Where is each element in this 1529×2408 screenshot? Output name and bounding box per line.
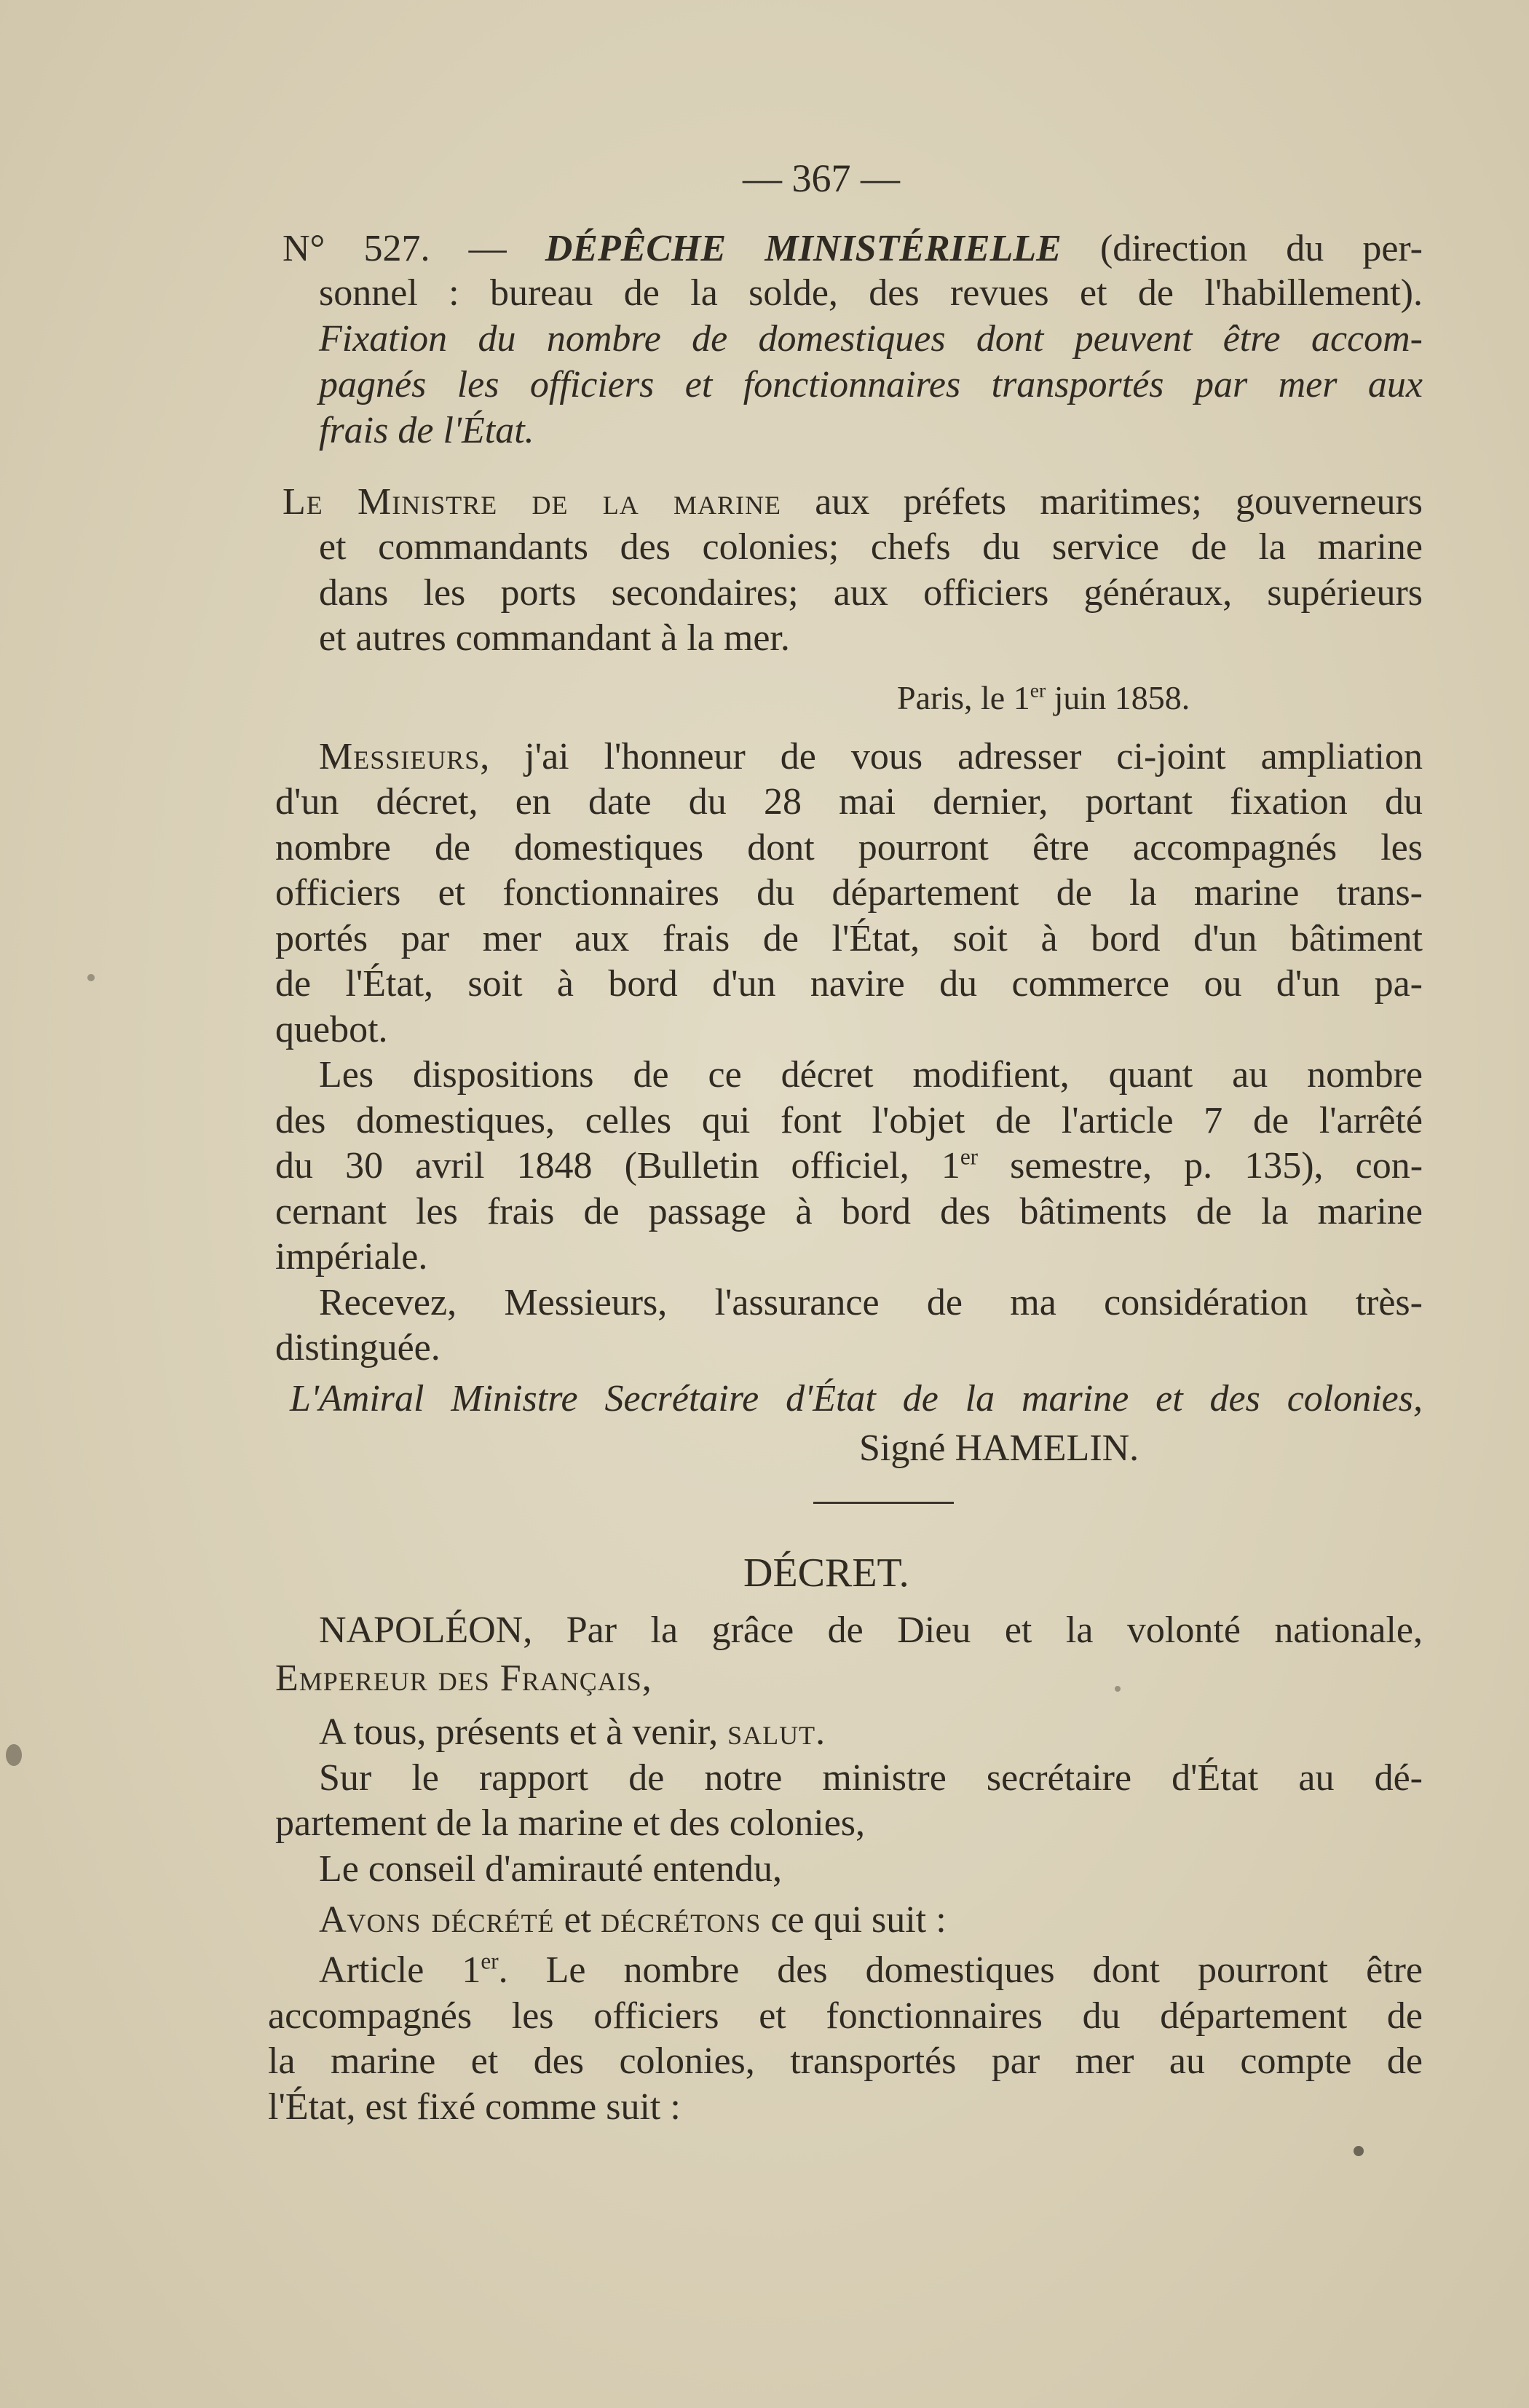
decree-report-line-2: partement de la marine et des colonies,: [275, 1802, 866, 1844]
address-from: Le Ministre de la marine: [283, 481, 781, 523]
letter-p1-line-6: de l'État, soit à bord d'un navire du commerce ou d'un pa-: [275, 963, 1423, 1005]
dispatch-direction-cont: sonnel : bureau de la solde, des revues et de l'habillement).: [319, 272, 1423, 314]
decree-article-line-4: l'État, est fixé comme suit :: [268, 2086, 681, 2128]
address-line-3: dans les ports secondaires; aux officiers généraux, supérieurs: [319, 572, 1423, 614]
paper-speck: [1354, 2146, 1364, 2156]
dispatch-direction: (direction du per-: [1099, 228, 1423, 269]
letter-p1-line-7: quebot.: [275, 1009, 388, 1050]
decree-napoleon: NAPOLÉON: [319, 1609, 524, 1651]
decree-council: Le conseil d'amirauté entendu,: [319, 1848, 783, 1890]
address-line-4: et autres commandant à la mer.: [319, 617, 790, 659]
decree-article-a: Article 1: [319, 1949, 481, 1991]
decree-avons: Avons décrété: [319, 1899, 555, 1941]
decree-salut: salut: [727, 1711, 816, 1753]
letter-p2-line-3b: semestre, p. 135), con-: [978, 1145, 1423, 1187]
paper-speck: [6, 1744, 22, 1766]
letter-p2-line-5: impériale.: [275, 1236, 428, 1278]
letter-p3-line-1: Recevez, Messieurs, l'assurance de ma considération très-: [319, 1282, 1423, 1323]
decree-article-b: . Le nombre des domestiques dont pourront être: [498, 1949, 1423, 1991]
letter-p2-sup: er: [960, 1144, 979, 1170]
dispatch-subject-line-3: frais de l'État.: [319, 410, 534, 451]
paper-speck: [87, 974, 95, 981]
decree-heading: DÉCRET.: [743, 1550, 909, 1596]
date-place: Paris, le 1: [897, 679, 1030, 716]
section-divider: [813, 1502, 954, 1504]
address-to: aux préfets maritimes; gouverneurs: [815, 481, 1423, 523]
decree-ce-qui-suit: ce qui suit :: [761, 1899, 947, 1941]
letter-p1-line-2: d'un décret, en date du 28 mai dernier, portant fixation du: [275, 781, 1423, 823]
salutation: Messieurs: [319, 736, 481, 777]
letter-p1-line-1: [319, 738, 1423, 776]
decree-decretons: décrétons: [601, 1899, 762, 1941]
page-number: — 367 —: [743, 157, 900, 200]
decree-avons-line: [319, 1901, 947, 1939]
decree-napoleon-line: [319, 1609, 1423, 1651]
decree-report-line-1: Sur le rapport de notre ministre secrétaire d'État au dé-: [319, 1757, 1423, 1799]
dispatch-header: [283, 230, 1423, 268]
paper-speck: [1115, 1686, 1121, 1692]
dispatch-dash: —: [468, 228, 507, 269]
decree-all: A tous, présents et à venir,: [319, 1711, 719, 1753]
letter-p3-line-2: distinguée.: [275, 1327, 440, 1369]
decree-emperor: Empereur des Français: [275, 1658, 642, 1699]
decree-et: et: [554, 1899, 601, 1941]
dispatch-subject-line-1: Fixation du nombre de domestiques dont peuvent être accom-: [319, 318, 1423, 360]
dispatch-subject-line-2: pagnés les officiers et fonctionnaires transportés par mer aux: [319, 364, 1423, 405]
date-sup: er: [1030, 678, 1046, 702]
letter-date: [897, 678, 1190, 716]
decree-article-line-3: la marine et des colonies, transportés par mer au compte de: [268, 2040, 1423, 2082]
decree-article-sup: er: [481, 1948, 499, 1974]
decree-article-line-2: accompagnés les officiers et fonctionnaires du département de: [268, 1995, 1423, 2037]
decree-napoleon-rest: , Par la grâce de Dieu et la volonté nationale,: [523, 1609, 1423, 1651]
address-line-2: et commandants des colonies; chefs du service de la marine: [319, 526, 1423, 568]
letter-p2-line-1: Les dispositions de ce décret modifient, quant au nombre: [319, 1054, 1423, 1096]
letter-p2-line-3a: du 30 avril 1848 (Bulletin officiel, 1: [275, 1145, 960, 1187]
letter-p1-line-3: nombre de domestiques dont pourront être accompagnés les: [275, 827, 1423, 868]
signature: Signé HAMELIN.: [859, 1427, 1139, 1469]
letter-p1-line-4: officiers et fonctionnaires du département de la marine trans-: [275, 872, 1423, 914]
decree-emperor-comma: ,: [641, 1658, 652, 1699]
decree-all-line: [319, 1711, 826, 1753]
letter-p2-line-3: [275, 1144, 1423, 1187]
decree-article-line-1: [319, 1948, 1423, 1991]
letter-p1-line-5: portés par mer aux frais de l'État, soit à bord d'un bâtiment: [275, 918, 1423, 959]
decree-salut-dot: .: [815, 1711, 826, 1753]
letter-p1-first: , j'ai l'honneur de vous adresser ci-joint ampliation: [480, 736, 1423, 777]
date-rest: juin 1858.: [1054, 679, 1190, 716]
letter-p2-line-4: cernant les frais de passage à bord des bâtiments de la marine: [275, 1191, 1423, 1232]
address-line-1: [283, 483, 1423, 521]
dispatch-number: N° 527.: [283, 228, 430, 269]
letter-p2-line-2: des domestiques, celles qui font l'objet de l'article 7 de l'arrêté: [275, 1100, 1423, 1141]
dispatch-title: DÉPÊCHE MINISTÉRIELLE: [545, 228, 1062, 269]
signature-title: L'Amiral Ministre Secrétaire d'État de la marine et des colonies,: [290, 1378, 1423, 1419]
decree-emperor-line: [275, 1660, 652, 1698]
